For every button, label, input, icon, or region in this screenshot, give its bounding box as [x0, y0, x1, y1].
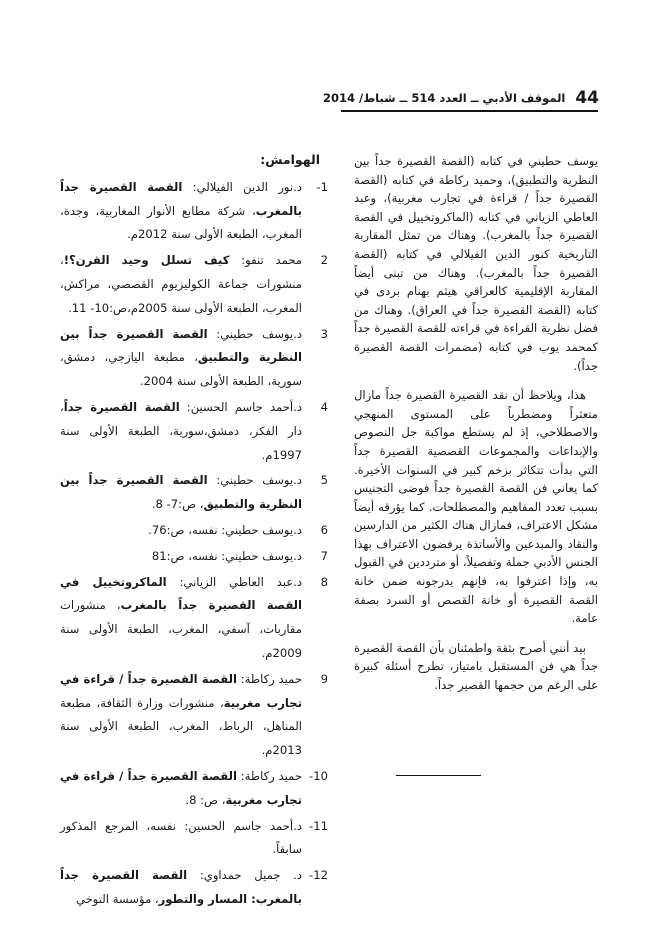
footnote-item — [60, 765, 328, 813]
footnote-book-title: كيف تسلل وحيد القرن؟! — [63, 253, 230, 268]
notes-column — [60, 148, 328, 914]
footnote-author: د.عبد العاطي الزياني: — [166, 574, 302, 589]
footnote-text — [60, 668, 302, 763]
footnote-item — [60, 396, 328, 467]
footnote-item — [60, 323, 328, 394]
footnote-author: د.يوسف حطيني: — [207, 473, 302, 488]
footnote-author: د.يوسف حطيني: — [207, 326, 302, 341]
footnote-text — [60, 396, 302, 467]
body-paragraph: بيد أنني أصرح بثقة واطمئنان بأن القصة القصيرة جداً هي فن المستقبل بامتياز، تطرح أسئلة كبيرة على الرغم من حجمها القصير جداً. — [354, 640, 598, 693]
footnote-text — [60, 176, 302, 247]
footnote-text — [60, 249, 302, 320]
footnote-book-title: القصة القصيرة جداً / قراءة في تجارب مغربية — [60, 768, 302, 807]
footnote-book-title: القصة القصيرة جداً بين النظرية والتطبيق — [60, 326, 302, 365]
footnote-number: 9 — [320, 671, 328, 686]
footnote-author: حميد ركاطة: — [236, 671, 303, 686]
footnote-separator — [396, 775, 481, 776]
footnote-book-title: القصة القصيرة جداً بالمغرب: المسار والتطور — [60, 868, 302, 906]
footnote-book-title: القصة القصيرة جداً / قراءة في تجارب مغربية — [60, 671, 302, 710]
footnote-author: د. جميل حمداوي: — [187, 868, 302, 883]
footnote-text — [60, 323, 302, 394]
footnote-text — [60, 545, 302, 569]
footnote-author: د.أحمد جاسم الحسين: — [179, 399, 302, 414]
running-header — [323, 86, 599, 110]
footnote-text — [60, 571, 302, 666]
footnote-item — [60, 249, 328, 320]
footnote-number: 12- — [309, 868, 328, 883]
footnote-item — [60, 545, 328, 569]
footnote-book-title: الماكروتخييل في القصة القصيرة جداً بالمغرب — [60, 574, 303, 613]
footnote-item — [60, 571, 328, 666]
footnote-publication: ، دار الفكر، دمشق،سورية، الطبعة الأولى سنة 1997م. — [60, 399, 302, 462]
footnote-item — [60, 668, 328, 763]
footnote-text — [60, 519, 302, 543]
footnote-number: 11- — [309, 818, 328, 833]
footnote-text — [60, 815, 302, 863]
footnote-publication: ، شركة مطابع الأنوار المغاربية، وجدة، المغرب، الطبعة الأولى سنة 2012م. — [60, 203, 302, 242]
footnote-number: 1- — [316, 179, 328, 194]
page-number: 44 — [575, 88, 599, 108]
footnote-author: د.يوسف حطيني: نفسه، ص:81 — [151, 548, 302, 563]
footnote-number: 8 — [320, 574, 328, 589]
footnote-number: 2 — [320, 253, 328, 268]
footnote-publication: ، ص: 8. — [185, 792, 226, 807]
body-paragraph: يوسف حطيني في كتابه (القصة القصيرة جداً بين النظرية والتطبيق)، وحميد ركاطة في كتابه (القصة القصيرة جداً / قراءة في تجارب مغربية)، وعبد العاطي الزياني في كتابه (الماكروتخييل في القصة القصيرة جداً بالمغرب). وهناك من تمثل المقاربة التاريخية كنور الدين الفيلالي في كتابه (القصة القصيرة جداً بالمغرب). وهناك من تبنى أيضاً المقاربة الإقليمية كالعراقي هيثم بهنام بردى في كتابه (القصة القصيرة جداً في العراق). وهناك من فضل نظرية القراءة في قراءته للقصة القصيرة جداً كمحمد يوب في كتابه (مضمرات القصة القصيرة جداً). — [354, 154, 598, 373]
journal-header-title: الموقف الأدبي ــ العدد 514 ــ شباط/ 2014 — [323, 91, 566, 105]
footnote-publication: ، ص:7- 8. — [151, 497, 204, 512]
footnote-publication: ، منشورات وزارة الثقافة، مطبعة المناهل، الرباط، المغرب، الطبعة الأولى سنة 2013م. — [60, 695, 302, 758]
footnote-book-title: القصة القصيرة جداً — [63, 399, 180, 414]
notes-heading: الهوامش: — [260, 152, 320, 167]
footnote-author: د.أحمد جاسم الحسين: نفسه، المرجع المذكور سابقاً. — [60, 818, 302, 857]
footnote-book-title: القصة القصيرة جداً بين النظرية والتطبيق — [60, 473, 302, 512]
footnote-text — [60, 864, 302, 912]
main-text-column — [354, 152, 598, 706]
notes-list — [60, 176, 328, 912]
footnote-publication: ، منشورات مقاربات، آسفي، المغرب، الطبعة الأولى سنة 2009م. — [60, 598, 302, 660]
footnote-number: 10- — [309, 768, 328, 783]
header-rule — [341, 110, 598, 112]
footnote-publication: ، مطبعة اليازجي، دمشق، سورية، الطبعة الأولى سنة 2004. — [60, 350, 302, 389]
footnote-author: حميد ركاطة: — [236, 768, 303, 783]
footnote-item — [60, 176, 328, 247]
footnote-item — [60, 469, 328, 517]
footnote-item — [60, 815, 328, 863]
footnote-text — [60, 469, 302, 517]
footnote-number: 6 — [320, 522, 328, 537]
footnote-number: 7 — [320, 548, 328, 563]
footnote-item — [60, 864, 328, 912]
footnote-text — [60, 765, 302, 813]
footnote-number: 4 — [320, 399, 328, 414]
footnote-author: محمد تنفو: — [229, 253, 302, 268]
footnote-publication: ، منشورات جماعة الكوليزيوم القصصي، مراكش، المغرب، الطبعة الأولى سنة 2005م،ص:10- 11. — [60, 253, 302, 315]
footnote-book-title: القصة القصيرة جداً بالمغرب — [60, 179, 302, 218]
footnote-author: د.يوسف حطيني: نفسه، ص:76. — [148, 522, 302, 537]
footnote-item — [60, 519, 328, 543]
footnote-number: 5 — [320, 473, 328, 488]
footnote-number: 3 — [320, 326, 328, 341]
body-paragraph: هذا، ويلاحظ أن نقد القصيرة القصيرة جداً مازال متعثراً ومضطرباً على المستوى المنهجي والاصطلاحي، إذ لم يستطع مواكبة جل النصوص والإبداعات والمجموعات القصصية القصيرة جداً التي بدأت تتكاثر بزخم كبير في السنوات الأخيرة. كما يعاني فن القصة القصيرة جداً فوضى التجنيس بسبب تعدد المفاهيم والمصطلحات. كما يؤرقه أيضاً مشكل الاعتراف، فمازال هناك الكثير من الدارسين والنقاد والمبدعين والأساتذة يرفضون الاعتراف بهذا الجنس الأدبي جملة وتفصيلاً، أو مترددين في القبول به، وإذا اعترفوا به، فإنهم يدرجونه ضمن خانة القصة القصيرة أو خانة القصص أو السرد بصفة عامة. — [354, 388, 598, 626]
footnote-author: د.نور الدين الفيلالي: — [182, 179, 302, 194]
footnote-publication: ، مؤسسة التوخي — [75, 891, 159, 906]
